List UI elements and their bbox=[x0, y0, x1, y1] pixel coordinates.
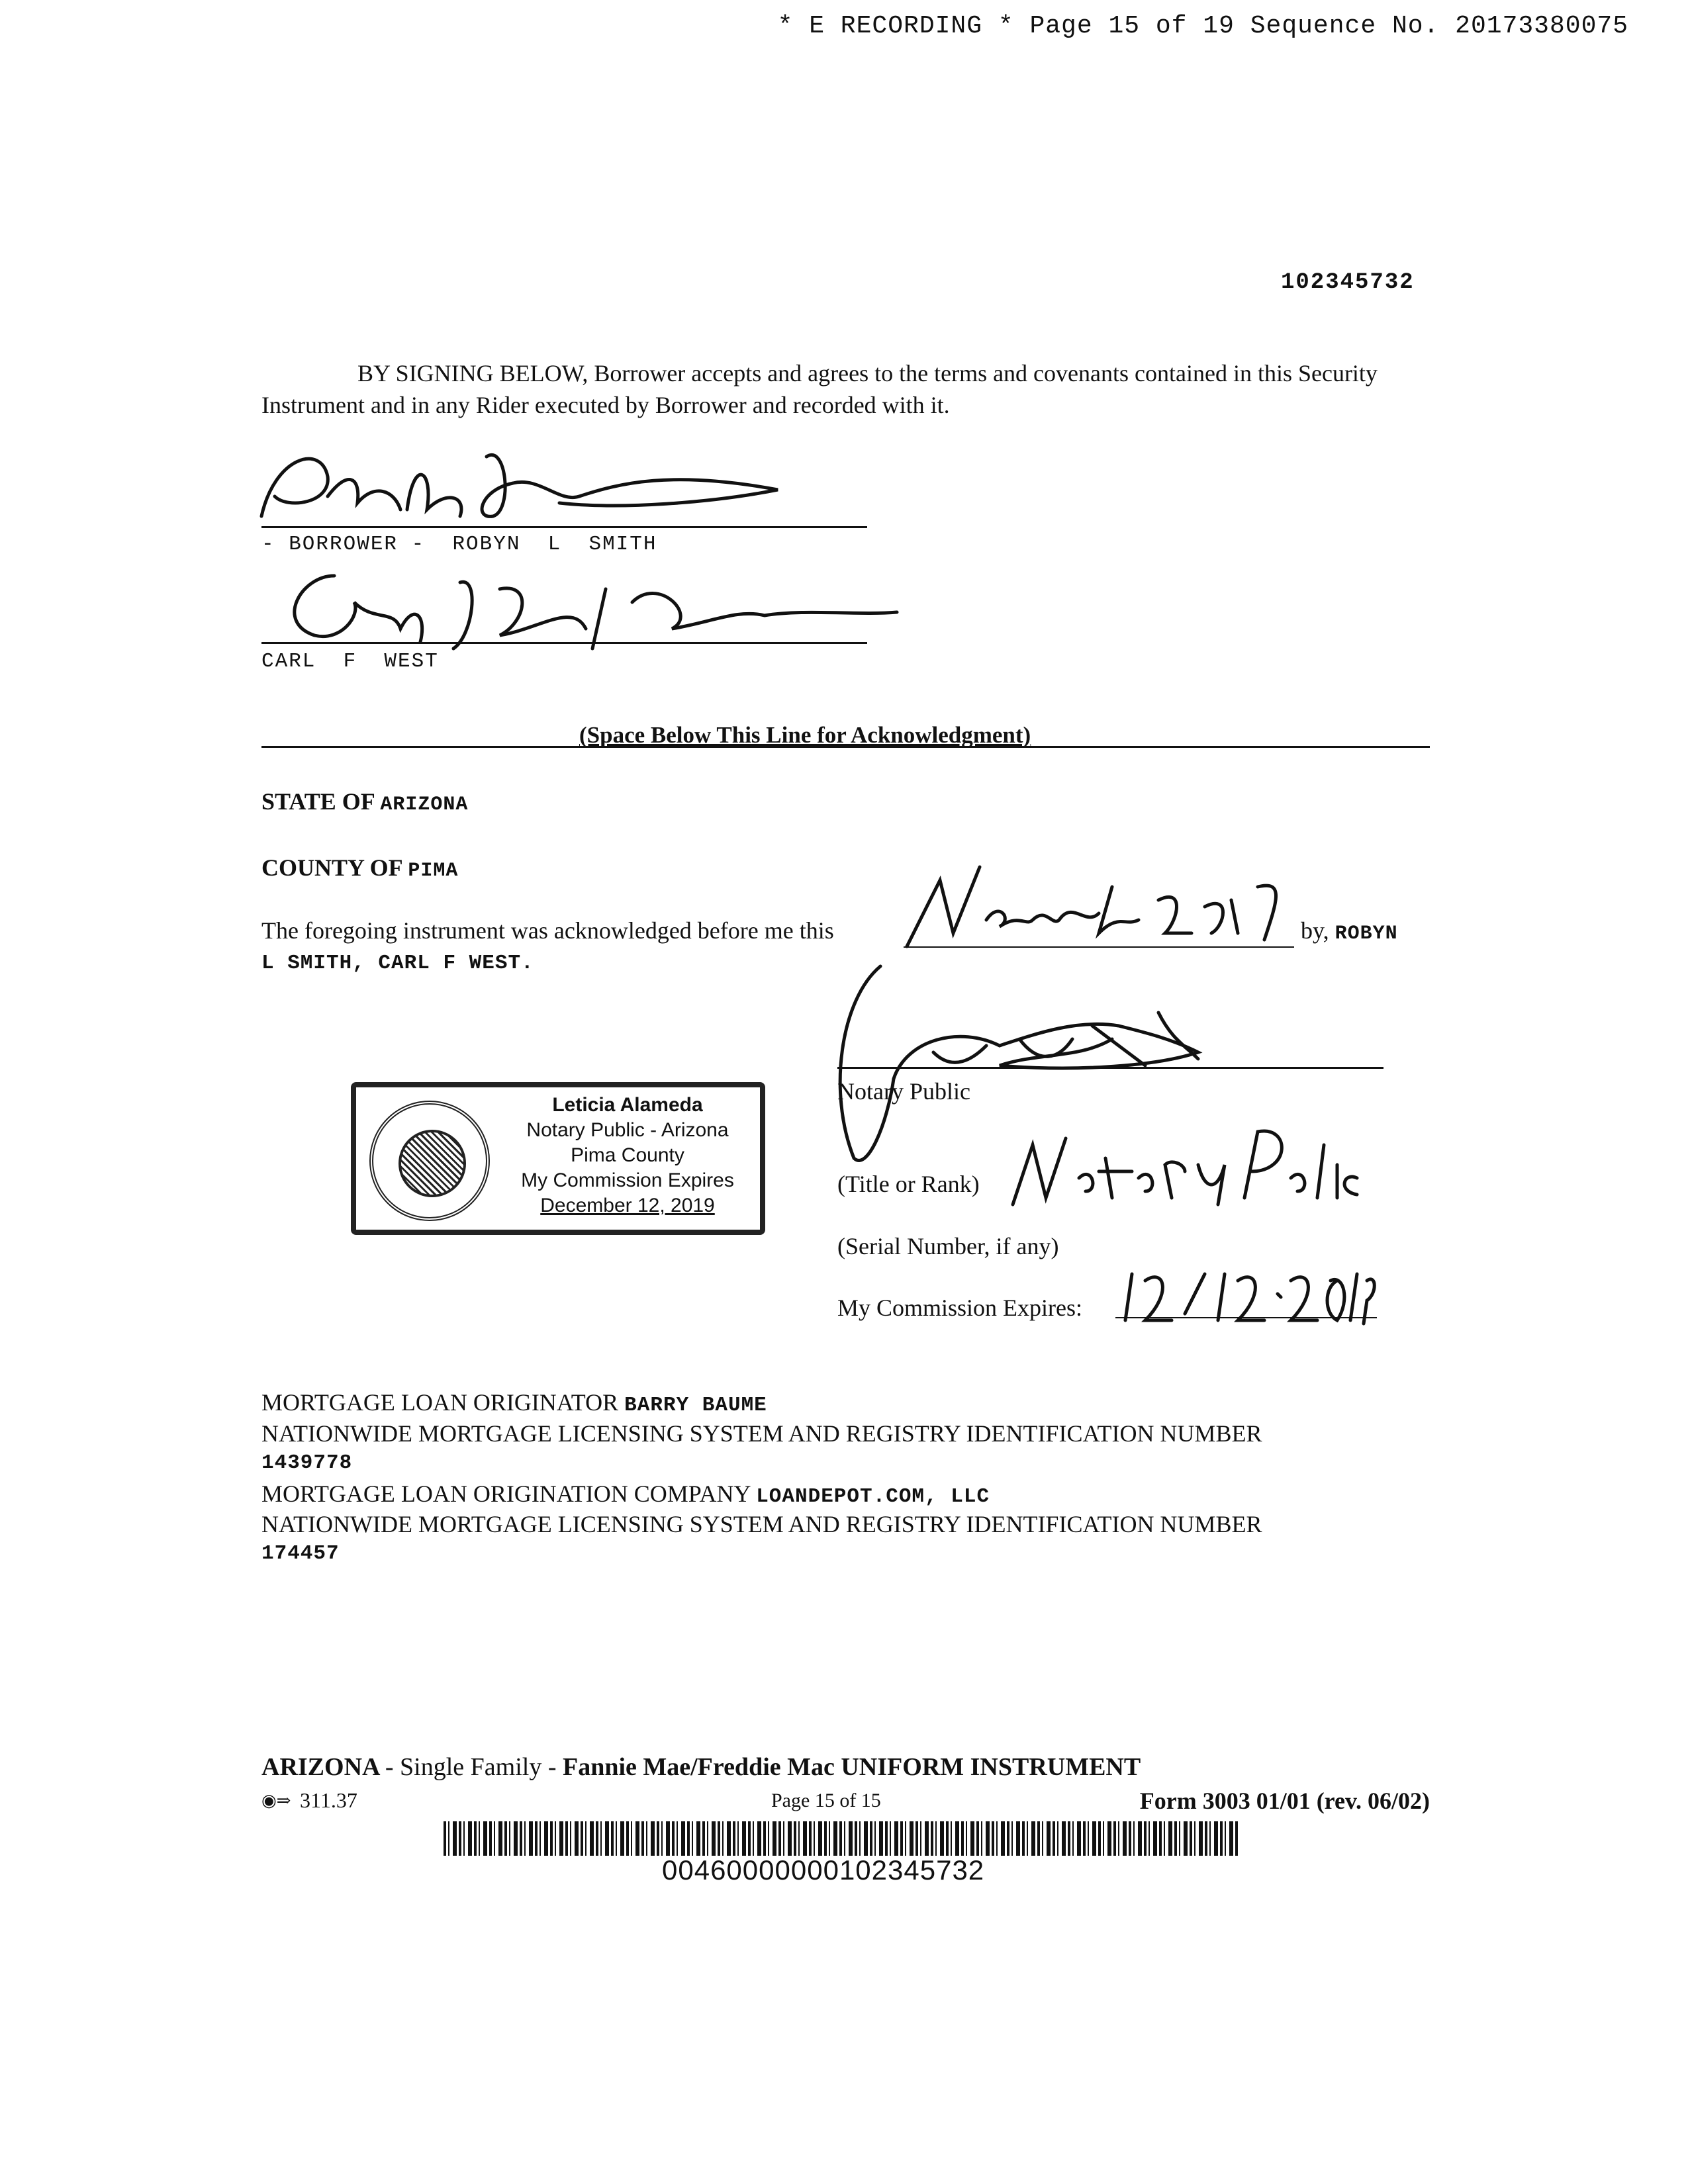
county-value: PIMA bbox=[408, 860, 459, 882]
state-line bbox=[261, 788, 468, 816]
stamp-line: Leticia Alameda bbox=[552, 1094, 703, 1116]
footer-code: 311.37 bbox=[300, 1788, 357, 1812]
serial-number-label: (Serial Number, if any) bbox=[837, 1233, 1059, 1259]
handwritten-date bbox=[900, 860, 1297, 953]
footer-form: Form 3003 01/01 (rev. 06/02) bbox=[1139, 1788, 1430, 1814]
footer-page: Page 15 of 15 bbox=[771, 1790, 881, 1811]
barcode bbox=[444, 1821, 1238, 1856]
signature-label-carl-west: CARL F WEST bbox=[261, 650, 439, 673]
loan-number: 102345732 bbox=[1281, 270, 1415, 295]
nmls-label-1: NATIONWIDE MORTGAGE LICENSING SYSTEM AND REGISTRY IDENTIFICATION NUMBER bbox=[261, 1420, 1262, 1447]
state-seal-icon bbox=[369, 1101, 490, 1221]
footer-row bbox=[261, 1787, 1430, 1813]
title-or-rank-label: (Title or Rank) bbox=[837, 1171, 980, 1197]
signing-paragraph: BY SIGNING BELOW, Borrower accepts and agrees to the terms and covenants contained in this Security Instrument and in any Rider executed by Borrower and recorded with it. bbox=[261, 360, 1378, 418]
by-names-1: ROBYN bbox=[1335, 923, 1398, 945]
stamp-line: Pima County bbox=[571, 1144, 684, 1166]
signature-line-2 bbox=[261, 642, 867, 644]
signature-carl-west bbox=[261, 563, 910, 662]
nmls-label-2: NATIONWIDE MORTGAGE LICENSING SYSTEM AND REGISTRY IDENTIFICATION NUMBER bbox=[261, 1511, 1262, 1537]
commission-line bbox=[1115, 1317, 1377, 1318]
by-text: by, bbox=[1301, 917, 1329, 944]
nmls-number-2: 174457 bbox=[261, 1542, 340, 1565]
notary-stamp bbox=[351, 1082, 765, 1235]
originator-line bbox=[261, 1388, 767, 1417]
footer-state: ARIZONA bbox=[261, 1753, 379, 1781]
title-handwritten bbox=[1006, 1118, 1364, 1211]
stamp-line: December 12, 2019 bbox=[540, 1195, 715, 1216]
handwritten-signature-icon bbox=[248, 430, 877, 536]
form-logo-icon: ◉⇒ bbox=[261, 1791, 291, 1810]
company-line bbox=[261, 1480, 990, 1508]
footer-title bbox=[261, 1752, 1141, 1782]
notary-signature-line bbox=[837, 1067, 1383, 1069]
footer-instrument: Fannie Mae/Freddie Mac UNIFORM INSTRUMENT bbox=[562, 1753, 1141, 1781]
loan-originator-name: BARRY BAUME bbox=[624, 1394, 767, 1417]
handwritten-date-icon bbox=[900, 860, 1297, 953]
signature-robyn-smith bbox=[248, 430, 877, 536]
company-name: LOANDEPOT.COM, LLC bbox=[756, 1485, 990, 1508]
stamp-line: Notary Public - Arizona bbox=[526, 1119, 729, 1141]
by-names-2: L SMITH, CARL F WEST. bbox=[261, 952, 534, 975]
recording-header: * E RECORDING * Page 15 of 19 Sequence No. 20173380075 bbox=[777, 12, 1628, 40]
company-label: MORTGAGE LOAN ORIGINATION COMPANY bbox=[261, 1480, 751, 1507]
footer-sep: - bbox=[547, 1753, 557, 1781]
notary-public-label: Notary Public bbox=[837, 1078, 970, 1105]
acknowledgment-label: (Space Below This Line for Acknowledgment) bbox=[579, 722, 1031, 748]
date-line bbox=[904, 946, 1294, 948]
stamp-text bbox=[502, 1093, 753, 1218]
signature-line-1 bbox=[261, 526, 867, 528]
nmls-number-1: 1439778 bbox=[261, 1451, 353, 1475]
county-label: COUNTY OF bbox=[261, 854, 402, 881]
footer-type: Single Family bbox=[400, 1753, 542, 1781]
stamp-line: My Commission Expires bbox=[521, 1169, 734, 1191]
footer-sep: - bbox=[385, 1753, 394, 1781]
barcode-number: 00460000000102345732 bbox=[662, 1854, 985, 1886]
loan-originator-label: MORTGAGE LOAN ORIGINATOR bbox=[261, 1389, 619, 1416]
commission-expires-label: My Commission Expires: bbox=[837, 1295, 1083, 1321]
state-value: ARIZONA bbox=[380, 794, 469, 816]
by-line bbox=[1301, 917, 1398, 945]
state-label: STATE OF bbox=[261, 788, 375, 815]
county-line bbox=[261, 854, 458, 882]
foregoing-text: The foregoing instrument was acknowledged before me this bbox=[261, 917, 834, 944]
handwritten-signature-icon bbox=[261, 563, 910, 662]
handwritten-title-icon bbox=[1006, 1118, 1364, 1211]
signature-label-robyn-smith: - BORROWER - ROBYN L SMITH bbox=[261, 533, 657, 556]
